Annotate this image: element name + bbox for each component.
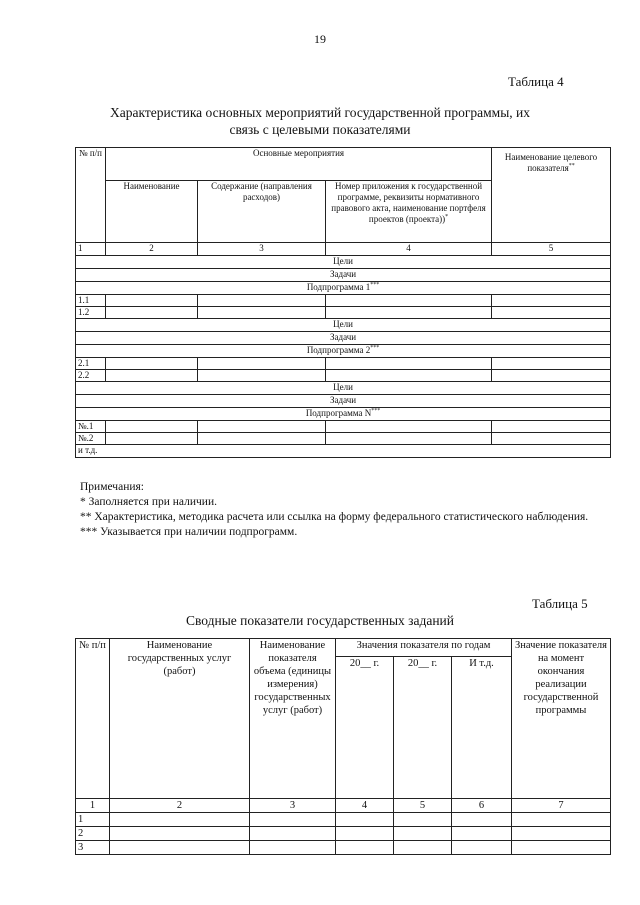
note-3: *** Указывается при наличии подпрограмм. <box>80 526 298 538</box>
t5-head-services: Наименование государственных услуг (работ) <box>110 639 250 799</box>
t5-head-by-years: Значения показателя по годам <box>336 639 512 657</box>
t4-head-main-events: Основные мероприятия <box>106 148 492 181</box>
notes-heading: Примечания: <box>80 481 144 493</box>
t4-colnum: 5 <box>492 243 611 256</box>
t4-row-num: 1.1 <box>76 295 106 307</box>
t4-goals-row: Цели <box>76 382 611 395</box>
t4-head-appendix: Номер приложения к государственной программе, реквизиты нормативного правового акта, наименование портфеля проектов (проекта))* <box>326 181 492 243</box>
t4-head-indicator: Наименование целевого показателя** <box>492 148 611 243</box>
t4-head-name: Наименование <box>106 181 198 243</box>
table-row <box>76 445 611 458</box>
t5-colnum: 5 <box>394 799 452 813</box>
t5-head-end-value: Значение показателя на момент окончания реализации государственной программы <box>512 639 611 799</box>
t4-colnum: 3 <box>198 243 326 256</box>
table-row <box>76 370 611 382</box>
t5-head-year1: 20__ г. <box>336 657 394 799</box>
t5-head-num: № п/п <box>76 639 110 799</box>
t4-row-num: №.1 <box>76 421 106 433</box>
t5-row-num: 1 <box>76 813 110 827</box>
t4-col-numbers <box>76 243 611 256</box>
t4-head-content: Содержание (направления расходов) <box>198 181 326 243</box>
t5-head-volume: Наименование показателя объема (единицы измерения) государственных услуг (работ) <box>250 639 336 799</box>
table-row <box>76 433 611 445</box>
t4-row-num: 2.2 <box>76 370 106 382</box>
t5-row-num: 3 <box>76 841 110 855</box>
table5 <box>75 638 611 855</box>
t4-row-etc: и т.д. <box>76 445 611 458</box>
t5-col-numbers <box>76 799 611 813</box>
t4-colnum: 4 <box>326 243 492 256</box>
table-row <box>76 813 611 827</box>
table4 <box>75 147 611 458</box>
t4-colnum: 1 <box>76 243 106 256</box>
note-1: * Заполняется при наличии. <box>80 496 217 508</box>
t4-row-num: 2.1 <box>76 358 106 370</box>
table4-title-line1: Характеристика основных мероприятий государственной программы, их <box>109 105 531 120</box>
table4-title <box>60 104 580 138</box>
t4-subprogram-row: Подпрограмма 1*** <box>76 282 611 295</box>
t4-subprogram-row: Подпрограмма N*** <box>76 408 611 421</box>
table5-title: Сводные показатели государственных заданий <box>186 613 454 628</box>
t4-goals-row: Цели <box>76 319 611 332</box>
t5-row-num: 2 <box>76 827 110 841</box>
table-row <box>76 358 611 370</box>
t5-colnum: 3 <box>250 799 336 813</box>
page-number: 19 <box>314 32 326 46</box>
t4-tasks-row: Задачи <box>76 395 611 408</box>
t4-subprogram-row: Подпрограмма 2*** <box>76 345 611 358</box>
table4-caption: Таблица 4 <box>508 74 564 89</box>
table-row <box>76 827 611 841</box>
table4-title-line2: связь с целевыми показателями <box>229 122 411 137</box>
t5-head-etc: И т.д. <box>452 657 512 799</box>
table-row <box>76 841 611 855</box>
t4-tasks-row: Задачи <box>76 332 611 345</box>
t5-colnum: 6 <box>452 799 512 813</box>
note-2: ** Характеристика, методика расчета или ссылка на форму федерального статистического наблюдения. <box>80 511 589 523</box>
t4-row-num: 1.2 <box>76 307 106 319</box>
table-row <box>76 421 611 433</box>
notes <box>80 480 600 540</box>
table5-caption: Таблица 5 <box>532 596 588 611</box>
table-row <box>76 307 611 319</box>
t5-colnum: 4 <box>336 799 394 813</box>
t4-colnum: 2 <box>106 243 198 256</box>
t4-tasks-row: Задачи <box>76 269 611 282</box>
t5-head-year2: 20__ г. <box>394 657 452 799</box>
t4-goals-row: Цели <box>76 256 611 269</box>
t5-colnum: 7 <box>512 799 611 813</box>
t4-head-num: № п/п <box>76 148 106 243</box>
table-row <box>76 295 611 307</box>
t5-colnum: 2 <box>110 799 250 813</box>
t5-colnum: 1 <box>76 799 110 813</box>
t4-row-num: №.2 <box>76 433 106 445</box>
